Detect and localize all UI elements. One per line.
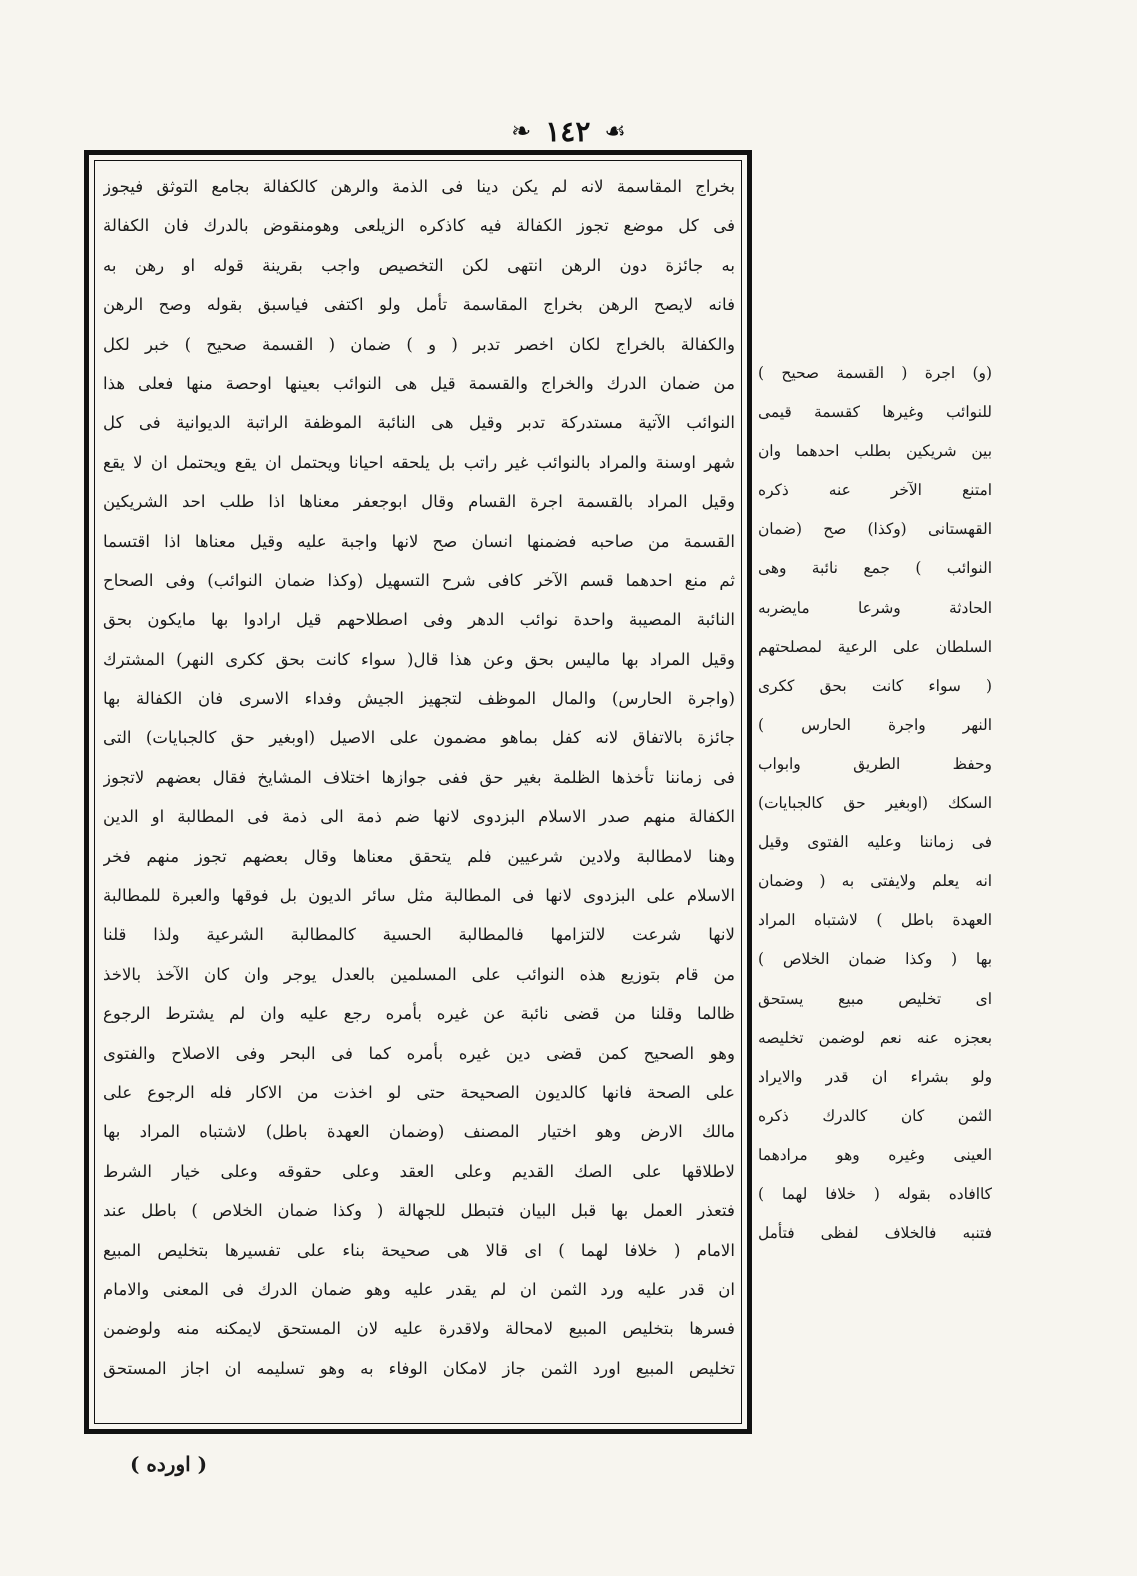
main-text-line: من قام بتوزيع هذه النوائب على المسلمين بالعدل يوجر وان كان الآخذ بالاخذ (103, 964, 735, 984)
main-text-line: القسمة من صاحبه فضمنها انسان صح لانها واجبة عليه وقيل معناها اذا اقتسما (103, 531, 735, 551)
main-text-line: والكفالة بالخراج لكان اخصر تدبر ( و ) ضمان ( القسمة صحيح ) خبر لكل (103, 334, 735, 354)
main-text-line: الاسلام على البزدوى لانها فى المطالبة مثل سائر الديون بل فوقها والعبرة للمطالبة (103, 886, 735, 906)
margin-text-line: النهر واجرة الحارس ) (758, 715, 992, 734)
main-text-line: فى زماننا تأخذها الظلمة بغير حق ففى جوازها اختلاف المشايخ فقال بعضهم لاتجوز (103, 767, 735, 787)
main-text-line: وهنا لامطالبة ولادين شرعيين فلم يتحقق معناها وقال بعضهم تجوز منهم فخر (103, 846, 735, 866)
margin-text-line: بعجزه عنه نعم لوضمن تخليصه (758, 1028, 992, 1047)
main-text-line: ظالما وقلنا من قضى نائبة عن غيره بأمره رجع عليه وان لم يشترط الرجوع (103, 1004, 735, 1024)
main-text-line: من ضمان الدرك والخراج والقسمة قيل هى النوائب بعينها اوحصة منها فعلى هذا (103, 373, 735, 393)
margin-text-line: فى زماننا وعليه الفتوى وقيل (758, 833, 992, 852)
main-text-line: به جائزة دون الرهن انتهى لكن التخصيص واجب بقرينة قوله او رهن به (103, 255, 735, 275)
margin-text-line: العهدة باطل ) لاشتباه المراد (758, 911, 992, 930)
main-text-line: فتعذر العمل بها قبل البيان فتبطل للجهالة ( وكذا ضمان الخلاص ) باطل عند (103, 1201, 735, 1221)
main-text-line: فى كل موضع تجوز الكفالة فيه كاذكره الزيلعى وهومنقوض بالدرك فان الكفالة (103, 216, 735, 236)
main-text-line: وهو الصحيح كمن قضى دين غيره بأمره كما فى البحر وفى الاصلاح والفتوى (103, 1043, 735, 1063)
main-text-line: وقيل المراد بالقسمة اجرة القسام وقال ابوجعفر معناها اذا طلب احد الشريكين (103, 492, 735, 512)
header-ornament-right: ☙ (604, 117, 626, 145)
main-text-line: لاطلاقها على الصك القديم وعلى العقد وعلى حقوقه وعلى خيار الشرط (103, 1161, 735, 1181)
main-text-line: ثم منع احدهما قسم الآخر كافى شرح التسهيل (وكذا ضمان النوائب) وفى الصحاح (103, 570, 735, 590)
margin-text-line: انه يعلم ولايفتى به ( وضمان (758, 872, 992, 891)
margin-text-line: الثمن كان كالدرك ذكره (758, 1106, 992, 1125)
main-text-line: لانها شرعت لالتزامها فالمطالبة الحسية كالمطالبة الشرعية ولذا قلنا (103, 925, 735, 945)
page-header (0, 112, 1137, 150)
main-text-line: تخليص المبيع اورد الثمن جاز لامكان الوفاء به وهو تسليمه ان اجاز المستحق (103, 1358, 735, 1378)
main-text-line: بخراج المقاسمة لانه لم يكن دينا فى الذمة والرهن كالكفالة بجامع التوثق فيجوز (103, 177, 735, 196)
margin-commentary (758, 354, 992, 1253)
margin-text-line: للنوائب وغيرها كقسمة قيمى (758, 403, 992, 422)
margin-text-line: بين شريكين بطلب احدهما وان (758, 442, 992, 461)
margin-text-line: امتنع الآخر عنه ذكره (758, 481, 992, 500)
main-text-line: على الصحة فانها كالديون الصحيحة حتى لو اخذت من الاكار فله الرجوع على (103, 1082, 735, 1102)
margin-text-line: (و) اجرة ( القسمة صحيح ) (758, 364, 992, 382)
main-text-line: فانه لايصح الرهن بخراج المقاسمة تأمل ولو اكتفى فياسبق بقوله وصح الرهن (103, 295, 735, 315)
main-text-line: شهر اوسنة والمراد بالنوائب غير راتب بل يلحقه احيانا ويحتمل ان يقع ويحتمل ان لا يقع (103, 452, 735, 472)
margin-text-line: وحفظ الطريق وابواب (758, 754, 992, 773)
margin-text-line: كاافاده بقوله ( خلافا لهما ) (758, 1184, 992, 1203)
main-text-line: ان قدر عليه ورد الثمن ان لم يقدر عليه وهو ضمان الدرك فى المعنى والامام (103, 1279, 735, 1299)
main-text-line: الامام ( خلافا لهما ) اى قالا هى صحيحة بناء على تفسيرها بتخليص المبيع (103, 1240, 735, 1260)
margin-text-line: ( سواء كانت بحق ككرى (758, 676, 992, 695)
main-text-line: وقيل المراد بها ماليس بحق وعن هذا قال( سواء كانت بحق ككرى النهر) المشترك (103, 649, 735, 669)
margin-text-line: السلطان على الرعية لمصلحتهم (758, 637, 992, 656)
main-text-line: فسرها بتخليص المبيع لامحالة ولاقدرة عليه لان المستحق لايمكنه منه ولوضمن (103, 1319, 735, 1339)
main-text-line: الكفالة منهم صدر الاسلام البزدوى لانها ضم ذمة الى ذمة فى المطالبة او الدين (103, 807, 735, 827)
margin-text-line: السكك (اوبغير حق كالجبايات) (758, 794, 992, 813)
main-text-line: النائبة المصيبة واحدة نوائب الدهر وفى اصطلاحهم قيل ارادوا بها مايكون بحق (103, 610, 735, 630)
margin-text-line: العينى وغيره وهو مرادهما (758, 1145, 992, 1164)
catchword: ( اورده ) (130, 1452, 208, 1476)
main-text-line: مالك الارض وهو اختيار المصنف (وضمان العهدة باطل) لاشتباه المراد بها (103, 1122, 735, 1142)
main-text-body (103, 167, 735, 1421)
margin-text-line: ولو بشراء ان قدر والايراد (758, 1067, 992, 1086)
main-text-line: جائزة بالاتفاق لانه كفل بماهو مضمون على الاصيل (اوبغير حق كالجبايات) التى (103, 728, 735, 748)
margin-text-line: اى تخليص مبيع يستحق (758, 989, 992, 1008)
margin-text-line: القهستانى (وكذا) صح (ضمان (758, 520, 992, 539)
main-text-line: النوائب الآتية مستدركة تدبر وقيل هى النائبة الموظفة الراتبة الديوانية فى كل (103, 413, 735, 433)
margin-text-line: بها ( وكذا ضمان الخلاص ) (758, 950, 992, 969)
margin-text-line: النوائب ) جمع نائبة وهى (758, 559, 992, 578)
margin-text-line: الحادثة وشرعا مايضربه (758, 598, 992, 617)
page-number: ١٤٢ (545, 114, 591, 148)
margin-text-line: فتنبه فالخلاف لفظى فتأمل (758, 1224, 992, 1243)
main-text-line: (واجرة الحارس) والمال الموظف لتجهيز الجيش وفداء الاسرى فان الكفالة بها (103, 689, 735, 709)
header-ornament-left: ❧ (511, 117, 532, 145)
main-text-frame (84, 150, 752, 1434)
